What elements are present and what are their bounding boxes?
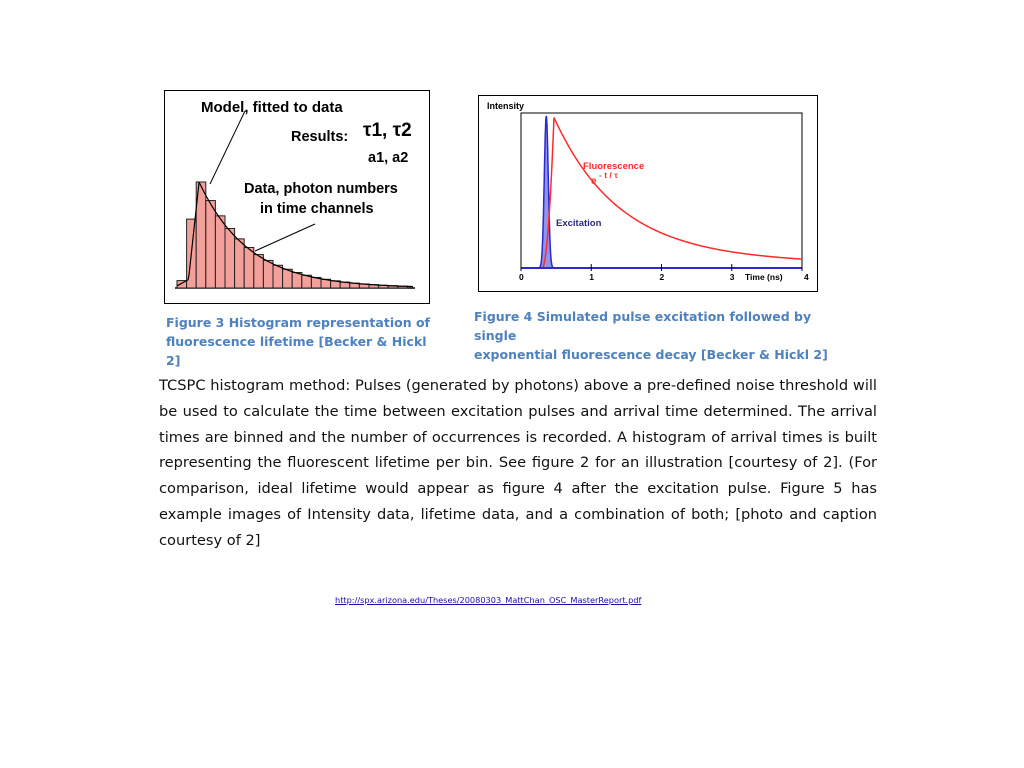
- formula-exponent: - t / τ: [599, 170, 618, 180]
- histogram-bar: [263, 260, 273, 288]
- fluorescence-label: Fluorescence: [583, 161, 645, 172]
- body-paragraph: TCSPC histogram method: Pulses (generated by photons) above a pre-defined noise threshold will be used to calculate the time between excitation pulses and arrival time determined. The arrival times are binned and the number of occurrences is recorded. A histogram of arrival times is built representing the fluorescent lifetime per bin. See figure 2 for an illustration [courtesy of 2]. (For comparison, ideal lifetime would appear as figure 4 after the excitation pulse. Figure 5 has example images of Intensity data, lifetime data, and a combination of both; [photo and caption courtesy of 2]: [159, 377, 877, 549]
- histogram-bar: [283, 269, 293, 288]
- x-axis-label: Time (ns): [745, 272, 783, 282]
- excitation-label: Excitation: [556, 218, 602, 229]
- figure-4-caption-line1: Figure 4 Simulated pulse excitation followed by single: [474, 309, 812, 343]
- figure-4-caption-line2: exponential fluorescence decay [Becker & Hickl 2]: [474, 347, 828, 362]
- y-axis-label: Intensity: [487, 101, 525, 111]
- figure-3-caption-line1: Figure 3 Histogram representation of: [166, 315, 430, 330]
- formula-base: e: [591, 176, 597, 187]
- tau-label: τ1, τ2: [363, 120, 412, 141]
- figure-3-caption: [166, 313, 436, 370]
- figure-4-caption: [474, 307, 834, 364]
- data-label-line2: in time channels: [260, 201, 374, 217]
- histogram-bar: [302, 275, 312, 288]
- data-pointer-line: [255, 224, 315, 251]
- data-label-line1: Data, photon numbers: [244, 181, 398, 197]
- model-pointer-line: [210, 111, 245, 184]
- figure-3-caption-line2: fluorescence lifetime [Becker & Hickl 2]: [166, 334, 427, 368]
- histogram-bar: [244, 247, 254, 288]
- x-tick-label: 1: [589, 272, 594, 282]
- amplitudes-label: a1, a2: [368, 150, 409, 166]
- histogram-bar: [235, 239, 245, 288]
- decay-plot-svg: [479, 96, 817, 291]
- figure-4-decay-plot: [478, 95, 818, 292]
- histogram-bar: [254, 255, 264, 288]
- histogram-bar: [273, 265, 283, 288]
- histogram-svg: [165, 91, 429, 303]
- model-label: Model, fitted to data: [201, 99, 343, 116]
- x-tick-label: 0: [519, 272, 524, 282]
- histogram-bar: [215, 216, 225, 288]
- results-label: Results:: [291, 129, 349, 145]
- figure-3-histogram: [164, 90, 430, 304]
- x-tick-label: 2: [659, 272, 665, 282]
- histogram-bar: [206, 201, 216, 288]
- source-link[interactable]: http://spx.arizona.edu/Theses/20080303_MattChan_OSC_MasterReport.pdf: [335, 595, 642, 605]
- histogram-bar: [225, 228, 235, 288]
- x-tick-label: 4: [804, 272, 809, 282]
- histogram-bar: [292, 273, 302, 288]
- x-tick-label: 3: [729, 272, 735, 282]
